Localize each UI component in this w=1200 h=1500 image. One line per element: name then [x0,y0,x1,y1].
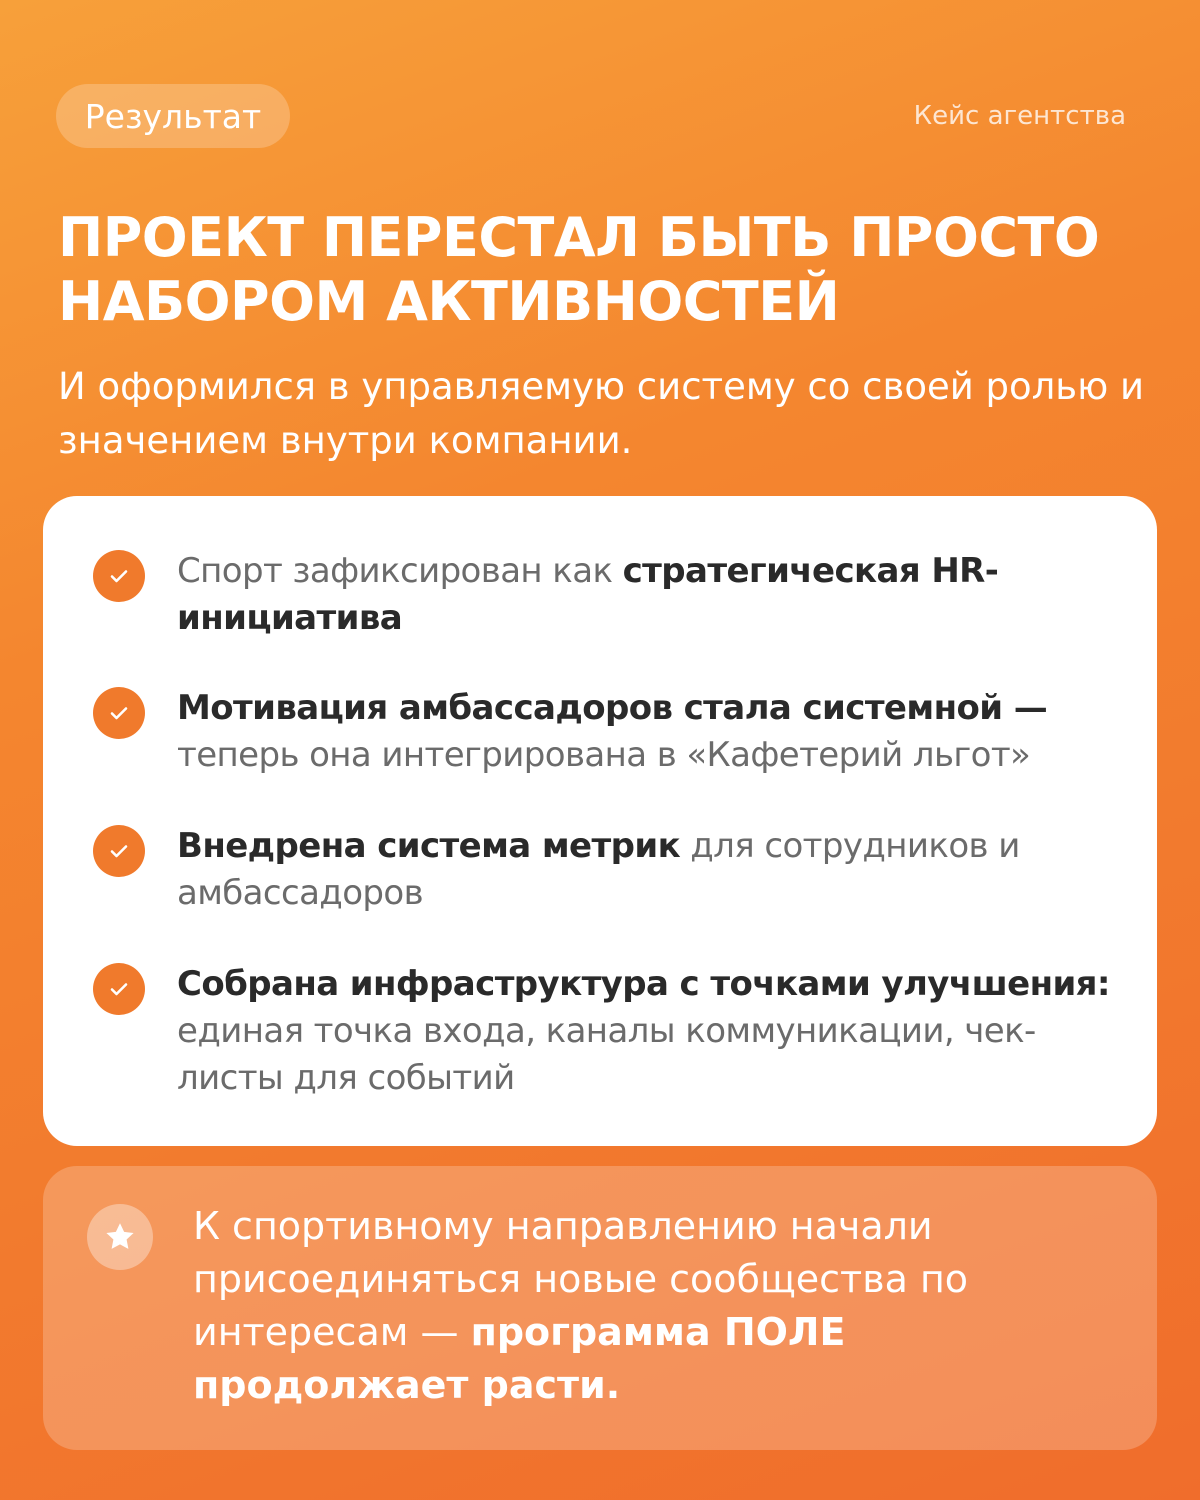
highlight-note [43,1166,1157,1450]
result-item-bold: Внедрена система метрик [177,826,681,866]
page-subtitle: И оформился в управляемую систему со своей ролью и значением внутри компании. [58,365,1145,462]
check-icon [93,550,145,602]
highlight-note-text [193,1200,1093,1412]
result-item-2 [93,685,1133,779]
agency-label: Кейс агентства [913,101,1126,131]
result-item-4 [93,961,1133,1102]
result-item-plain: единая точка входа, каналы коммуникации, чек-листы для событий [177,1011,1036,1098]
result-item-text [177,548,1133,642]
highlight-note-plain: К спортивному направлению начали присоединяться новые сообщества по интересам — [193,1204,969,1354]
check-icon [93,687,145,739]
star-icon [87,1204,153,1270]
result-item-text [177,961,1133,1102]
check-icon [93,825,145,877]
results-card [43,496,1157,1146]
page-title [58,206,1158,334]
highlight-note-bold: программа ПОЛЕ продолжает расти. [193,1310,846,1407]
result-item-text [177,685,1133,779]
page-title-line-2: НАБОРОМ АКТИВНОСТЕЙ [58,270,840,333]
result-item-plain: теперь она интегрирована в «Кафетерий льгот» [177,735,1031,775]
result-item-bold: стратегическая HR-инициатива [177,551,999,638]
result-item-plain: для сотрудников и амбассадоров [177,826,1020,913]
page-title-line-1: ПРОЕКТ ПЕРЕСТАЛ БЫТЬ ПРОСТО [58,206,1100,269]
result-item-text [177,823,1133,917]
result-item-bold: Мотивация амбассадоров стала системной — [177,688,1048,728]
section-badge-label: Результат [84,96,262,136]
section-badge [56,84,290,148]
result-item-plain: Спорт зафиксирован как [177,551,623,591]
result-item-3 [93,823,1133,917]
check-icon [93,963,145,1015]
result-item-1 [93,548,1133,642]
result-item-bold: Собрана инфраструктура с точками улучшения: [177,964,1110,1004]
